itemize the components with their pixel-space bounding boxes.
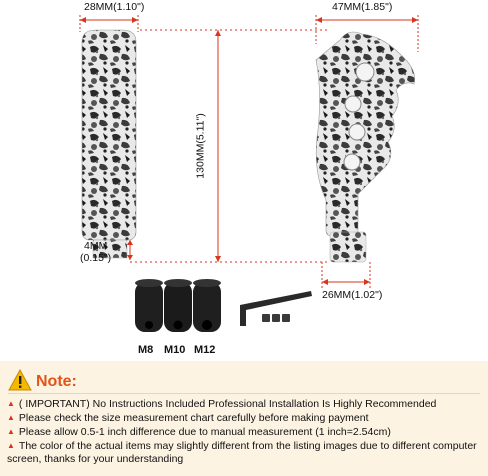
divider — [8, 393, 480, 394]
adapter-m12 — [193, 279, 221, 332]
dimension-width-left — [80, 15, 138, 32]
label-height: 130MM(5.11") — [194, 113, 207, 179]
triangle-bullet-icon: ▲ — [7, 441, 15, 450]
adapter-m8 — [135, 279, 163, 332]
shift-knob-side-view — [82, 30, 136, 258]
adapter-label-m12: M12 — [194, 344, 216, 356]
label-thread-mm: 4MM — [84, 240, 108, 252]
adapter-m10 — [164, 279, 192, 332]
triangle-bullet-icon: ▲ — [7, 413, 15, 422]
note-text: Please allow 0.5-1 inch difference due to manual measurement (1 inch=2.54cm) — [18, 426, 391, 438]
note-title: Note: — [36, 373, 77, 390]
label-width-left: 28MM(1.10") — [84, 1, 145, 13]
note-item — [7, 439, 477, 453]
adapter-label-m10: M10 — [164, 344, 186, 356]
label-width-right: 47MM(1.85") — [332, 1, 393, 13]
note-text: ( IMPORTANT) No Instructions Included Professional Installation Is Highly Recommended — [18, 398, 437, 410]
dimension-thread — [127, 240, 133, 260]
note-text: Please check the size measurement chart carefully before making payment — [18, 412, 369, 424]
label-neck-width: 26MM(1.02") — [322, 289, 383, 301]
note-text: screen, thanks for your understanding — [7, 453, 184, 465]
thread-adapters — [135, 279, 221, 332]
note-text: The color of the actual items may slightly different from the listing images due to different computer — [18, 440, 477, 452]
note-item-continuation — [7, 453, 183, 466]
note-item — [7, 397, 436, 411]
dimension-height — [130, 30, 330, 262]
set-screws — [262, 314, 290, 322]
adapter-label-m8: M8 — [138, 344, 154, 356]
warning-icon — [8, 369, 32, 391]
shift-knob-front-view — [316, 32, 415, 262]
triangle-bullet-icon: ▲ — [7, 399, 15, 408]
note-item — [7, 411, 369, 425]
triangle-bullet-icon: ▲ — [7, 427, 15, 436]
note-item — [7, 425, 391, 439]
dimension-neck-width — [322, 262, 370, 288]
notes-panel — [0, 361, 488, 476]
label-thread-in: (0.15") — [80, 252, 112, 264]
